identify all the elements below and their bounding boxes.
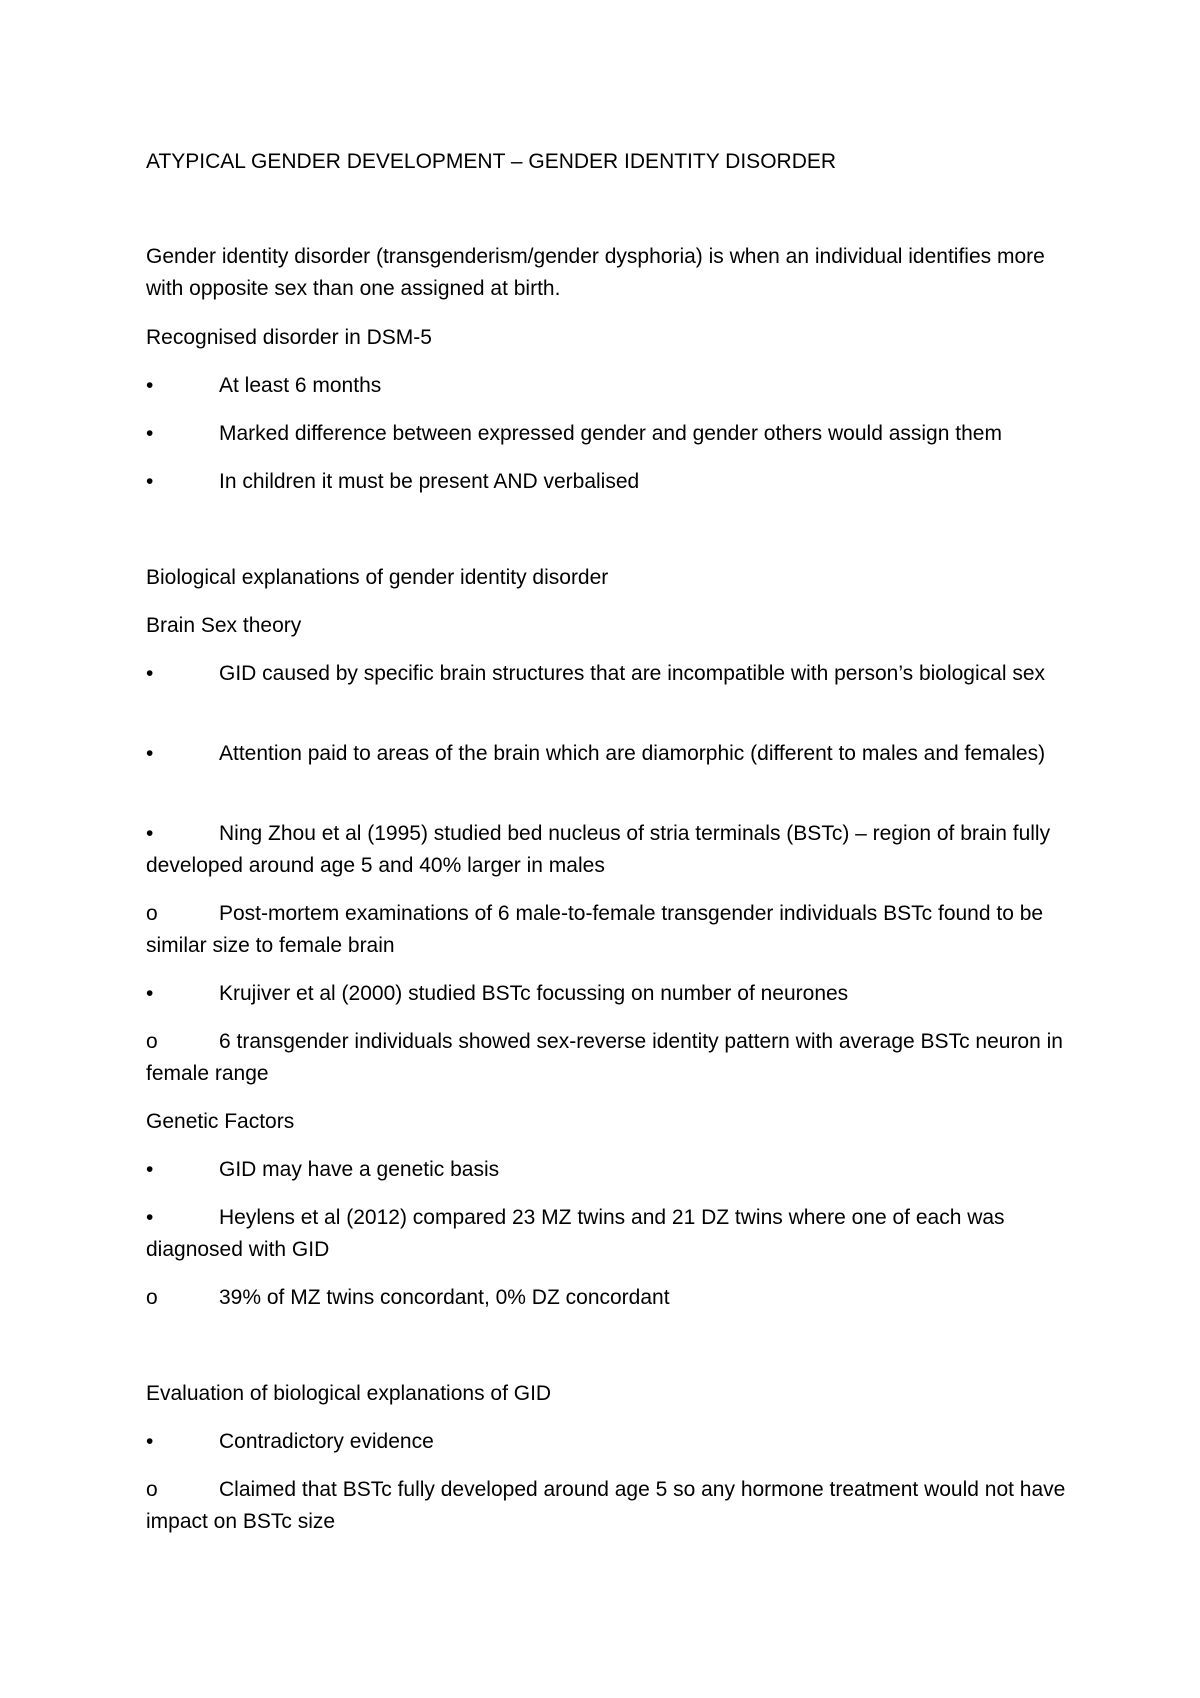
bullet-marker: • [146,822,154,845]
bullet-marker: • [146,742,154,765]
list-item [146,898,1066,962]
sub-bullet-marker: o [146,902,158,925]
sub-bullet-marker: o [146,1478,158,1501]
list-item-text: At least 6 months [219,374,382,397]
bullet-marker: • [146,1206,154,1229]
list-item-text: GID caused by specific brain structures that are incompatible with person’s biological sex [219,662,1046,685]
list-item [146,418,1066,450]
list-item [146,1154,1066,1186]
list-item-text: Claimed that BSTc fully developed around age 5 so any hormone treatment would not have impact on BSTc size [146,1478,1066,1533]
list-item-text: Post-mortem examinations of 6 male-to-female transgender individuals BSTc found to be similar size to female brain [146,902,1044,957]
list-item-text: In children it must be present AND verbalised [219,470,640,493]
list-item [146,818,1066,882]
list-item-text: GID may have a genetic basis [219,1158,500,1181]
document-title: ATYPICAL GENDER DEVELOPMENT – GENDER IDENTITY DISORDER [146,150,837,173]
list-item-text: Ning Zhou et al (1995) studied bed nucleus of stria terminals (BSTc) – region of brain fully developed around age 5 and 40% larger in males [146,822,1051,877]
list-item [146,370,1066,402]
list-item [146,1474,1066,1538]
bullet-marker: • [146,662,154,685]
list-item [146,738,1066,770]
bullet-marker: • [146,1158,154,1181]
bullet-marker: • [146,374,154,397]
list-item [146,1026,1066,1090]
brain-heading: Brain Sex theory [146,614,302,637]
bullet-marker: • [146,470,154,493]
list-item [146,978,1066,1010]
list-item [146,1282,1066,1314]
list-item [146,466,1066,498]
eval-heading: Evaluation of biological explanations of GID [146,1382,552,1405]
list-item-text: Heylens et al (2012) compared 23 MZ twins and 21 DZ twins where one of each was diagnosed with GID [146,1206,1005,1261]
list-item-text: Attention paid to areas of the brain which are diamorphic (different to males and females) [219,742,1046,765]
bullet-marker: • [146,982,154,1005]
dsm-heading: Recognised disorder in DSM-5 [146,326,432,349]
list-item-text: 39% of MZ twins concordant, 0% DZ concordant [219,1286,670,1309]
bullet-marker: • [146,1430,154,1453]
list-item-text: 6 transgender individuals showed sex-reverse identity pattern with average BSTc neuron in female range [146,1030,1063,1085]
list-item-text: Contradictory evidence [219,1430,434,1453]
intro-paragraph: Gender identity disorder (transgenderism/gender dysphoria) is when an individual identifies more with opposite sex than one assigned at birth. [146,245,1045,300]
bio-heading: Biological explanations of gender identity disorder [146,566,609,589]
sub-bullet-marker: o [146,1286,158,1309]
list-item-text: Marked difference between expressed gender and gender others would assign them [219,422,1002,445]
list-item-text: Krujiver et al (2000) studied BSTc focussing on number of neurones [219,982,849,1005]
list-item [146,1202,1066,1266]
genetic-heading: Genetic Factors [146,1110,295,1133]
sub-bullet-marker: o [146,1030,158,1053]
bullet-marker: • [146,422,154,445]
list-item [146,658,1066,690]
list-item [146,1426,1066,1458]
